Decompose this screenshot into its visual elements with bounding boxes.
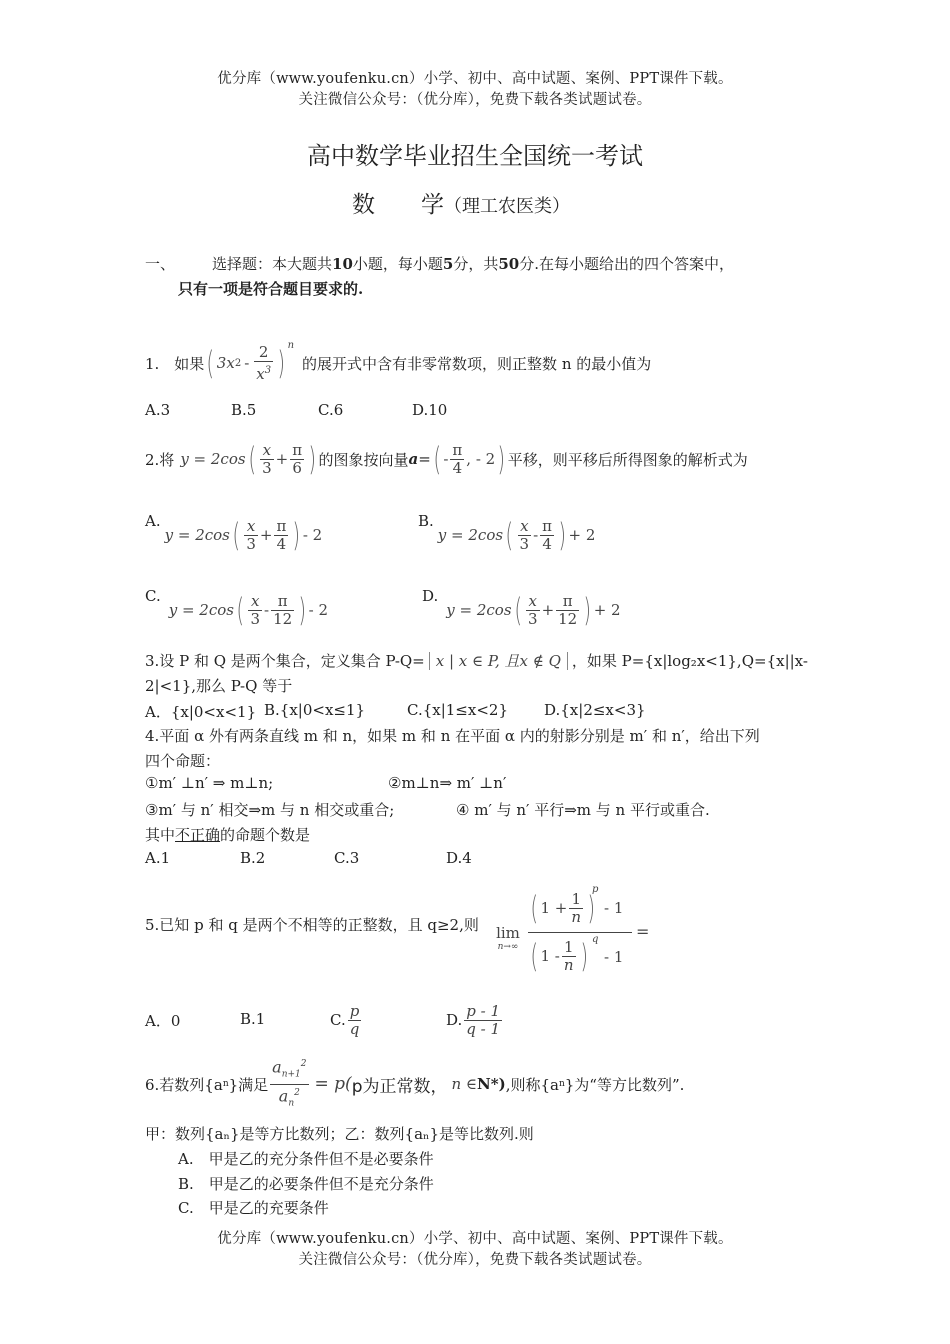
question-2 <box>145 436 748 482</box>
q2-expr: y = 2cos <box>180 450 246 468</box>
q2-opt-tail: - 2 <box>302 526 323 544</box>
q5-option-a: A．0 <box>145 1012 181 1030</box>
q2-opt-frac-x <box>526 593 540 628</box>
q2-opt-3: 3 <box>528 609 538 628</box>
q2-opt-frac-x <box>248 593 262 628</box>
q5-num-minus1: - 1 <box>604 899 624 917</box>
q5-opt-d-den: q - 1 <box>466 1019 501 1038</box>
q4-option-c: C.3 <box>334 849 360 867</box>
q1-sup2: 2 <box>234 357 242 369</box>
q4-prop-1: ①m′ ⊥n′ ⇒ m⊥n; <box>145 774 274 792</box>
paren-left: ( <box>206 344 215 382</box>
q2-opt-op: - <box>533 526 539 544</box>
q2-opt-expr: y = 2cos <box>168 601 234 619</box>
question-3 <box>145 650 808 671</box>
q6-num: a <box>272 1057 282 1077</box>
q6-option-a: A. 甲是乙的充分条件但不是必要条件 <box>178 1150 434 1168</box>
section-text-b: 小题，每小题 <box>352 255 443 273</box>
paren-left: ( <box>433 440 441 478</box>
q2-option-c <box>145 587 328 633</box>
section-instruction-line2: 只有一项是符合题目要求的. <box>178 280 364 298</box>
q3-text-b: ，如果 P={x|log₂x<1},Q={x||x- <box>571 652 808 670</box>
section-text-c: 分，共 <box>453 255 499 273</box>
q1-minus: - <box>244 354 250 372</box>
paren-left: ( <box>514 591 522 629</box>
q2-opt-expr: y = 2cos <box>446 601 512 619</box>
q2-opt-x: x <box>518 518 532 536</box>
q5-option-d <box>446 1000 504 1040</box>
q2-opt-frac-pi <box>274 518 288 553</box>
q2-opt-tail: + 2 <box>593 601 621 619</box>
q4-prop-3: ③m′ 与 n′ 相交⇒m 与 n 相交或重合; <box>145 801 395 819</box>
q2-a-6: 6 <box>292 458 302 477</box>
q6-p-text: p为正常数， <box>351 1076 448 1097</box>
q5-opt-c-num: p <box>349 1001 360 1020</box>
q6-sub-n: n <box>222 1079 229 1089</box>
paren-right: ) <box>583 591 592 629</box>
section-text-a: 选择题：本大题共 <box>212 255 333 273</box>
q6-option-b: B. 甲是乙的必要条件但不是充分条件 <box>178 1175 434 1193</box>
footer-line-2: 关注微信公众号：（优分库），免费下载各类试题试卷。 <box>298 1252 652 1268</box>
q2-a-3: 3 <box>262 458 272 477</box>
q5-lim <box>491 924 525 952</box>
q5-den-minus1: - 1 <box>604 948 624 966</box>
q2-opt-label: C. <box>145 587 161 605</box>
q6-fraction <box>270 1056 308 1112</box>
paren-left: ( <box>505 516 514 554</box>
q1-option-d: D.10 <box>412 401 448 419</box>
paren-right: ) <box>497 440 506 478</box>
paren-left: ( <box>232 516 240 554</box>
q3-option-a: A．{x|0<x<1} <box>145 703 257 721</box>
q3-option-c: C.{x|1≤x<2} <box>407 701 508 719</box>
q6-label: 6.若数列{a <box>145 1075 223 1094</box>
q5-num-n: n <box>571 907 582 926</box>
q5-fraction <box>528 884 632 982</box>
q2-a-pi: π <box>292 440 303 459</box>
q1-option-c: C.6 <box>318 401 344 419</box>
q3-option-d: D.{x|2≤x<3} <box>544 701 646 719</box>
question-1 <box>145 340 651 386</box>
paren-left: ( <box>530 889 538 927</box>
subtitle <box>352 186 570 219</box>
q4-ask-b: 的命题个数是 <box>220 826 311 844</box>
q2-opt-pi: π <box>271 593 294 611</box>
footer-line-1: 优分库（www.youfenku.cn）小学、初中、高中试题、案例、PPT课件下载。 <box>217 1231 733 1247</box>
q3-line2: 2|<1},那么 P-Q 等于 <box>145 677 293 695</box>
q5-numerator <box>528 888 598 928</box>
q2-opt-d: 4 <box>542 534 552 553</box>
q4-option-a: A.1 <box>145 849 171 867</box>
q2-option-a <box>145 512 322 558</box>
page-title: 高中数学毕业招生全国统一考试 <box>307 142 643 170</box>
q2-opt-3: 3 <box>246 534 256 553</box>
q6-tail-sub: n <box>558 1079 565 1089</box>
q2-label: 2.将 <box>145 450 175 469</box>
q5-num-a: 1 + <box>540 899 568 917</box>
q6-tail-b: }为“等方比数列”. <box>564 1075 685 1094</box>
q4-ask-a: 其中 <box>145 826 176 844</box>
q6-den-sup: 2 <box>294 1087 300 1098</box>
q5-den-frac <box>562 939 576 974</box>
header-line-2: 关注微信公众号：（优分库），免费下载各类试题试卷。 <box>298 92 652 108</box>
q5-opt-d-frac <box>464 1003 502 1038</box>
q2-frac-v <box>450 442 464 477</box>
q2-opt-d: 12 <box>558 609 578 628</box>
q2-opt-x: x <box>244 518 258 536</box>
q5-lim-word: lim <box>496 924 520 942</box>
q2-option-b <box>418 512 595 558</box>
q6-tail-bold: N*) <box>477 1075 506 1093</box>
q6-num-sub: n+1 <box>281 1069 301 1080</box>
q2-opt-tail: + 2 <box>568 526 596 544</box>
q4-option-b: B.2 <box>240 849 266 867</box>
q2-opt-3: 3 <box>519 534 530 553</box>
q2-v-4: 4 <box>452 458 463 477</box>
q6-tail: ,则称{a <box>505 1075 559 1094</box>
q2-opt-d: 4 <box>276 534 287 553</box>
q3-text-a: 3.设 P 和 Q 是两个集合，定义集合 P-Q= <box>145 652 425 670</box>
q5-opt-d-num: p - 1 <box>466 1001 501 1020</box>
q5-option-c <box>330 1000 363 1040</box>
q5-pow-q: q <box>592 934 599 945</box>
q2-opt-label: B. <box>418 512 434 530</box>
paren-left: ( <box>236 591 244 629</box>
q2-opt-frac-x <box>518 518 532 553</box>
q4-option-d: D.4 <box>446 849 472 867</box>
section-n2: 5 <box>442 255 454 273</box>
q5-den-a: 1 - <box>540 947 560 965</box>
q4-ask <box>145 824 310 845</box>
q1-pow: n <box>287 340 295 351</box>
q4-line2: 四个命题： <box>145 752 221 770</box>
q5-opt-c-label: C. <box>330 1011 346 1029</box>
q1-option-a: A.3 <box>145 401 171 419</box>
q6-n-in: n ∈ <box>451 1075 478 1093</box>
q5-den-one: 1 <box>562 939 576 957</box>
q3-option-b: B.{x|0<x≤1} <box>264 701 366 719</box>
q2-opt-expr: y = 2cos <box>164 526 230 544</box>
q2-opt-tail: - 2 <box>308 601 329 619</box>
q2-text-mid: 的图象按向量 <box>318 450 409 469</box>
q5-text: 5.已知 p 和 q 是两个不相等的正整数，且 q≥2,则 <box>145 916 479 934</box>
q2-opt-op: + <box>259 526 273 544</box>
q6-option-c: C. 甲是乙的充要条件 <box>178 1199 329 1217</box>
q2-opt-op: - <box>264 601 270 619</box>
q6-statement: 甲：数列{aₙ}是等方比数列；乙：数列{aₙ}是等比数列.则 <box>145 1125 534 1143</box>
q2-a-x: x <box>260 442 274 460</box>
q2-opt-x: x <box>248 593 262 611</box>
q1-text: 的展开式中含有非零常数项，则正整数 n 的最小值为 <box>302 354 652 373</box>
q4-line1: 4.平面 α 外有两条直线 m 和 n，如果 m 和 n 在平面 α 内的射影分别是 m′ 和 n′，给出下列 <box>145 727 760 745</box>
q2-v-pi: π <box>452 440 463 459</box>
q2-frac-a <box>260 442 274 477</box>
q2-text-end: 平移，则平移后所得图象的解析式为 <box>507 450 748 469</box>
q2-opt-frac-pi <box>271 593 294 628</box>
q2-v-rest: , - 2 <box>466 450 496 468</box>
q6-den-sub: n <box>288 1098 295 1109</box>
q6-label-b: }满足 <box>228 1075 269 1094</box>
q2-frac-b <box>290 442 304 477</box>
q5-option-b: B.1 <box>240 1010 266 1028</box>
q4-prop-4: ④ m′ 与 n′ 平行⇒m 与 n 平行或重合. <box>456 801 710 819</box>
subtitle-main: 数 学 <box>352 192 444 218</box>
q2-opt-pi: π <box>276 516 287 535</box>
q1-num: 2 <box>254 344 273 362</box>
q3-set: x | x ∈ P, 且x ∉ Q <box>429 652 568 670</box>
section-number: 一、 <box>145 255 176 273</box>
q6-num-sup: 2 <box>300 1058 307 1069</box>
paren-right: ) <box>277 344 286 382</box>
section-n1: 10 <box>332 255 353 273</box>
paren-right: ) <box>587 889 596 927</box>
q1-den-sup: 3 <box>264 364 272 376</box>
q2-v-minus: - <box>443 450 449 468</box>
q5-fraction-bar <box>528 932 632 933</box>
paren-right: ) <box>580 937 588 975</box>
q2-opt-x: x <box>526 593 540 611</box>
paren-left: ( <box>248 440 256 478</box>
q1-label: 1. 如果 <box>145 354 205 373</box>
q5-lim-sub: n→∞ <box>497 942 519 952</box>
q2-opt-expr: y = 2cos <box>437 526 504 544</box>
q1-option-b: B.5 <box>231 401 257 419</box>
q2-eq: = <box>418 450 431 468</box>
paren-right: ) <box>308 440 317 478</box>
q4-prop-2: ②m⊥n⇒ m′ ⊥n′ <box>388 774 507 792</box>
paren-right: ) <box>558 516 567 554</box>
q2-opt-pi: π <box>556 593 579 611</box>
q2-vec: a <box>408 450 419 468</box>
q2-opt-3: 3 <box>250 609 261 628</box>
q2-opt-label: D. <box>422 587 439 605</box>
q2-option-d <box>422 587 621 633</box>
q2-opt-frac-pi <box>540 518 554 553</box>
q5-num-frac <box>569 891 583 926</box>
section-text-d: 分.在每小题给出的四个答案中， <box>519 255 735 273</box>
q5-equals: = <box>636 922 650 941</box>
q5-opt-c-frac <box>348 1003 362 1038</box>
q2-opt-d: 12 <box>273 609 293 628</box>
q1-den: x <box>256 364 265 383</box>
q5-den-n: n <box>563 955 574 974</box>
q6-eq: = p( <box>314 1074 352 1094</box>
section-instruction <box>212 253 734 274</box>
paren-right: ) <box>298 591 307 629</box>
q2-opt-op: + <box>541 601 555 619</box>
q2-opt-pi: π <box>542 516 553 535</box>
q4-ask-underline: 不正确 <box>175 826 221 844</box>
q1-fraction <box>254 344 273 383</box>
paren-right: ) <box>292 516 301 554</box>
q6-den: a <box>278 1085 289 1105</box>
q1-expr-a: 3x <box>216 354 235 372</box>
paren-left: ( <box>530 937 538 975</box>
q5-opt-d-label: D. <box>446 1011 463 1029</box>
q2-a-plus: + <box>275 450 289 468</box>
question-6 <box>145 1058 684 1110</box>
q5-opt-c-den: q <box>349 1019 360 1038</box>
q2-opt-frac-x <box>244 518 258 553</box>
header-line-1: 优分库（www.youfenku.cn）小学、初中、高中试题、案例、PPT课件下载。 <box>217 71 733 87</box>
subtitle-paren: （理工农医类） <box>444 196 570 217</box>
q2-opt-frac-pi <box>556 593 579 628</box>
section-n3: 50 <box>498 255 520 273</box>
q2-opt-label: A. <box>145 512 161 530</box>
q5-pow-p: p <box>592 884 599 895</box>
q5-num-one: 1 <box>569 891 583 909</box>
q5-denominator <box>528 936 590 976</box>
